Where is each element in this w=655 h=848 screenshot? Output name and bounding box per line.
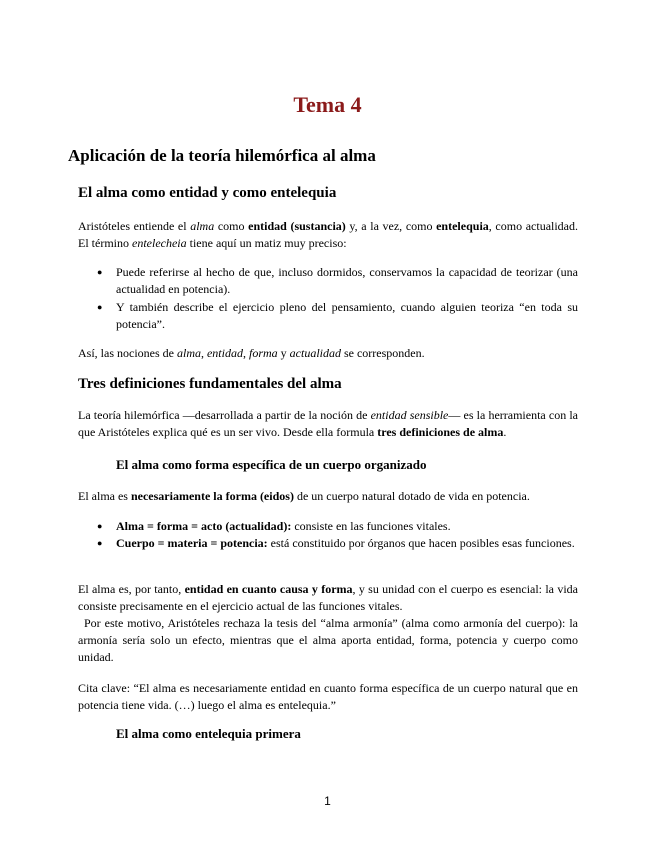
key-quote: Cita clave: “El alma es necesariamente entidad en cuanto forma específica de un cuerpo natural que en potencia tiene vida. (…) luego el alma es entelequia.” (78, 681, 578, 712)
bullet-icon: ● (97, 267, 103, 277)
section1-bullet-1: Puede referirse al hecho de que, incluso dormidos, conservamos la capacidad de teorizar (una actualidad en potencia). (116, 265, 578, 296)
subsection1-heading: El alma como forma específica de un cuerpo organizado (116, 457, 427, 472)
subsection1-para-1: El alma es necesariamente la forma (eidos) de un cuerpo natural dotado de vida en potencia. (78, 489, 530, 503)
section1-intro: Aristóteles entiende el alma como entidad (sustancia) y, a la vez, como entelequia, como actualidad. El término entelecheia tiene aquí un matiz muy preciso: (78, 219, 579, 250)
section1-closing: Así, las nociones de alma, entidad, forma y actualidad se corresponden. (78, 346, 425, 360)
bullet-icon: ● (97, 538, 103, 548)
bullet-icon: ● (97, 302, 103, 312)
document-title: Tema 4 (293, 92, 362, 117)
section2-intro: La teoría hilemórfica —desarrollada a partir de la noción de entidad sensible— es la herramienta con la que Aristóteles explica qué es un ser vivo. Desde ella formula tres definiciones de alma. (78, 408, 578, 439)
subsection1-bullet-1: Alma = forma = acto (actualidad): consiste en las funciones vitales. (116, 519, 451, 533)
subsection1-para-2: El alma es, por tanto, entidad en cuanto causa y forma, y su unidad con el cuerpo es esencial: la vida consiste precisamente en el ejercicio actual de las funciones vitales. (78, 582, 578, 613)
section2-heading: Tres definiciones fundamentales del alma (78, 376, 342, 392)
section1-bullet-2: Y también describe el ejercicio pleno del pensamiento, cuando alguien teoriza “en toda su potencia”. (116, 300, 578, 331)
subsection2-heading: El alma como entelequia primera (116, 726, 301, 741)
section1-heading: El alma como entidad y como entelequia (78, 185, 337, 201)
subsection1-bullet-2: Cuerpo = materia = potencia: está constituido por órganos que hacen posibles esas funciones. (116, 536, 575, 550)
page-number: 1 (324, 794, 331, 808)
bullet-icon: ● (97, 521, 103, 531)
subsection1-para-3: Por este motivo, Aristóteles rechaza la tesis del “alma armonía” (alma como armonía del cuerpo): la armonía sería solo un efecto, mientras que el alma aporta entidad, forma, potencia y cuerpo como unidad. (78, 616, 578, 664)
main-heading: Aplicación de la teoría hilemórfica al alma (68, 146, 376, 165)
